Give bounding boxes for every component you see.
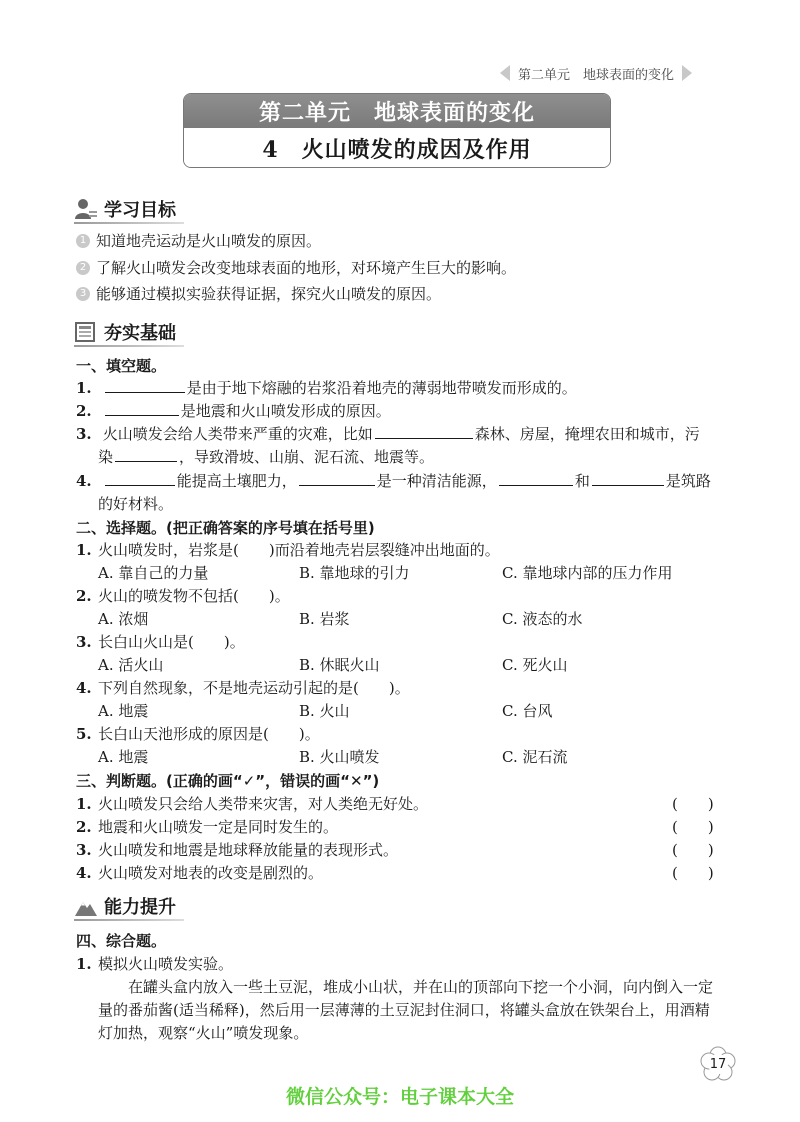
fill-question-2: 2. 是地震和火山喷发形成的原因。 <box>76 402 391 420</box>
watermark: 微信公众号：电子课本大全 <box>285 1086 514 1108</box>
page-number: 17 <box>709 1056 727 1072</box>
comp-question-1-title: 1. 模拟火山喷发实验。 <box>76 955 234 973</box>
comp-question-1-line: 量的番茄酱(适当稀释)，然后用一层薄薄的土豆泥封住洞口，将罐头盒放在铁架台上，用酒精 <box>98 1001 710 1019</box>
choice-option-a[interactable]: A. 浓烟 <box>98 610 149 628</box>
running-title: 第二单元 地球表面的变化 <box>518 67 675 83</box>
fill-question-4: 4. 能提高土壤肥力， 是一种清洁能源， 和 是筑路 <box>76 472 711 490</box>
person-icon <box>74 197 98 221</box>
answer-blank[interactable] <box>375 424 473 439</box>
left-triangle-icon <box>500 65 510 81</box>
answer-blank[interactable] <box>592 471 664 486</box>
goal-item: 2 了解火山喷发会改变地球表面的地形，对环境产生巨大的影响。 <box>76 257 516 278</box>
ability-heading: 能力提升 <box>74 893 176 919</box>
choice-option-a[interactable]: A. 地震 <box>98 702 149 720</box>
choice-option-c[interactable]: C. 死火山 <box>502 656 568 674</box>
answer-blank[interactable] <box>105 401 179 416</box>
goal-item: 3 能够通过模拟实验获得证据，探究火山喷发的原因。 <box>76 283 441 304</box>
book-icon <box>74 320 98 344</box>
judge-question-4: 4. 火山喷发对地表的改变是剧烈的。 <box>76 864 324 882</box>
choice-option-b[interactable]: B. 火山 <box>299 702 350 720</box>
answer-parentheses[interactable]: ( ) <box>672 795 714 813</box>
judge-question-1: 1. 火山喷发只会给人类带来灾害，对人类绝无好处。 <box>76 795 429 813</box>
judge-question-2: 2. 地震和火山喷发一定是同时发生的。 <box>76 818 339 836</box>
fill-question-1: 1. 是由于地下熔融的岩浆沿着地壳的薄弱地带喷发而形成的。 <box>76 379 577 397</box>
title-box <box>183 93 611 168</box>
goals-underline <box>74 222 184 224</box>
choice-question-1: 1. 火山喷发时，岩浆是( )而沿着地壳岩层裂缝冲出地面的。 <box>76 541 500 559</box>
unit-title: 第二单元 地球表面的变化 <box>184 94 610 128</box>
answer-blank[interactable] <box>115 447 177 462</box>
choice-option-a[interactable]: A. 地震 <box>98 748 149 766</box>
choice-option-b[interactable]: B. 火山喷发 <box>299 748 380 766</box>
fill-question-3-cont: 染 ，导致滑坡、山崩、泥石流、地震等。 <box>98 448 435 466</box>
basics-underline <box>74 345 184 347</box>
choice-question-2: 2. 火山的喷发物不包括( )。 <box>76 587 290 605</box>
choice-option-a[interactable]: A. 活火山 <box>98 656 164 674</box>
choice-option-c[interactable]: C. 泥石流 <box>502 748 568 766</box>
lesson-title: 4 火山喷发的成因及作用 <box>184 128 610 168</box>
fill-heading: 一、填空题。 <box>76 357 167 375</box>
fill-question-4-cont: 的好材料。 <box>98 495 174 513</box>
answer-blank[interactable] <box>299 471 375 486</box>
answer-blank[interactable] <box>105 378 185 393</box>
mountain-icon <box>74 894 98 918</box>
fill-question-3: 3. 火山喷发会给人类带来严重的灾难，比如 森林、房屋，掩埋农田和城市，污 <box>76 425 700 443</box>
choice-heading: 二、选择题。(把正确答案的序号填在括号里) <box>76 519 375 537</box>
answer-blank[interactable] <box>105 471 175 486</box>
right-triangle-icon <box>682 65 692 81</box>
answer-parentheses[interactable]: ( ) <box>672 841 714 859</box>
judge-heading: 三、判断题。(正确的画“✓”，错误的画“✕”) <box>76 772 380 790</box>
goals-heading: 学习目标 <box>74 196 176 222</box>
goal-item: 1 知道地壳运动是火山喷发的原因。 <box>76 230 321 251</box>
comp-question-1-line: 在罐头盒内放入一些土豆泥，堆成小山状，并在山的顶部向下挖一个小洞，向内倒入一定 <box>128 978 714 996</box>
choice-option-c[interactable]: C. 靠地球内部的压力作用 <box>502 564 673 582</box>
choice-question-4: 4. 下列自然现象，不是地壳运动引起的是( )。 <box>76 679 410 697</box>
answer-parentheses[interactable]: ( ) <box>672 864 714 882</box>
choice-option-b[interactable]: B. 岩浆 <box>299 610 350 628</box>
choice-option-b[interactable]: B. 休眠火山 <box>299 656 380 674</box>
choice-option-c[interactable]: C. 液态的水 <box>502 610 583 628</box>
choice-option-c[interactable]: C. 台风 <box>502 702 553 720</box>
choice-option-a[interactable]: A. 靠自己的力量 <box>98 564 209 582</box>
running-header <box>500 62 740 84</box>
basics-heading: 夯实基础 <box>74 319 176 345</box>
answer-parentheses[interactable]: ( ) <box>672 818 714 836</box>
choice-question-5: 5. 长白山天池形成的原因是( )。 <box>76 725 320 743</box>
choice-option-b[interactable]: B. 靠地球的引力 <box>299 564 410 582</box>
choice-question-3: 3. 长白山火山是( )。 <box>76 633 245 651</box>
answer-blank[interactable] <box>499 471 573 486</box>
judge-question-3: 3. 火山喷发和地震是地球释放能量的表现形式。 <box>76 841 399 859</box>
ability-underline <box>74 919 184 921</box>
comp-question-1-line: 灯加热，观察“火山”喷发现象。 <box>98 1024 309 1042</box>
comp-heading: 四、综合题。 <box>76 932 167 950</box>
